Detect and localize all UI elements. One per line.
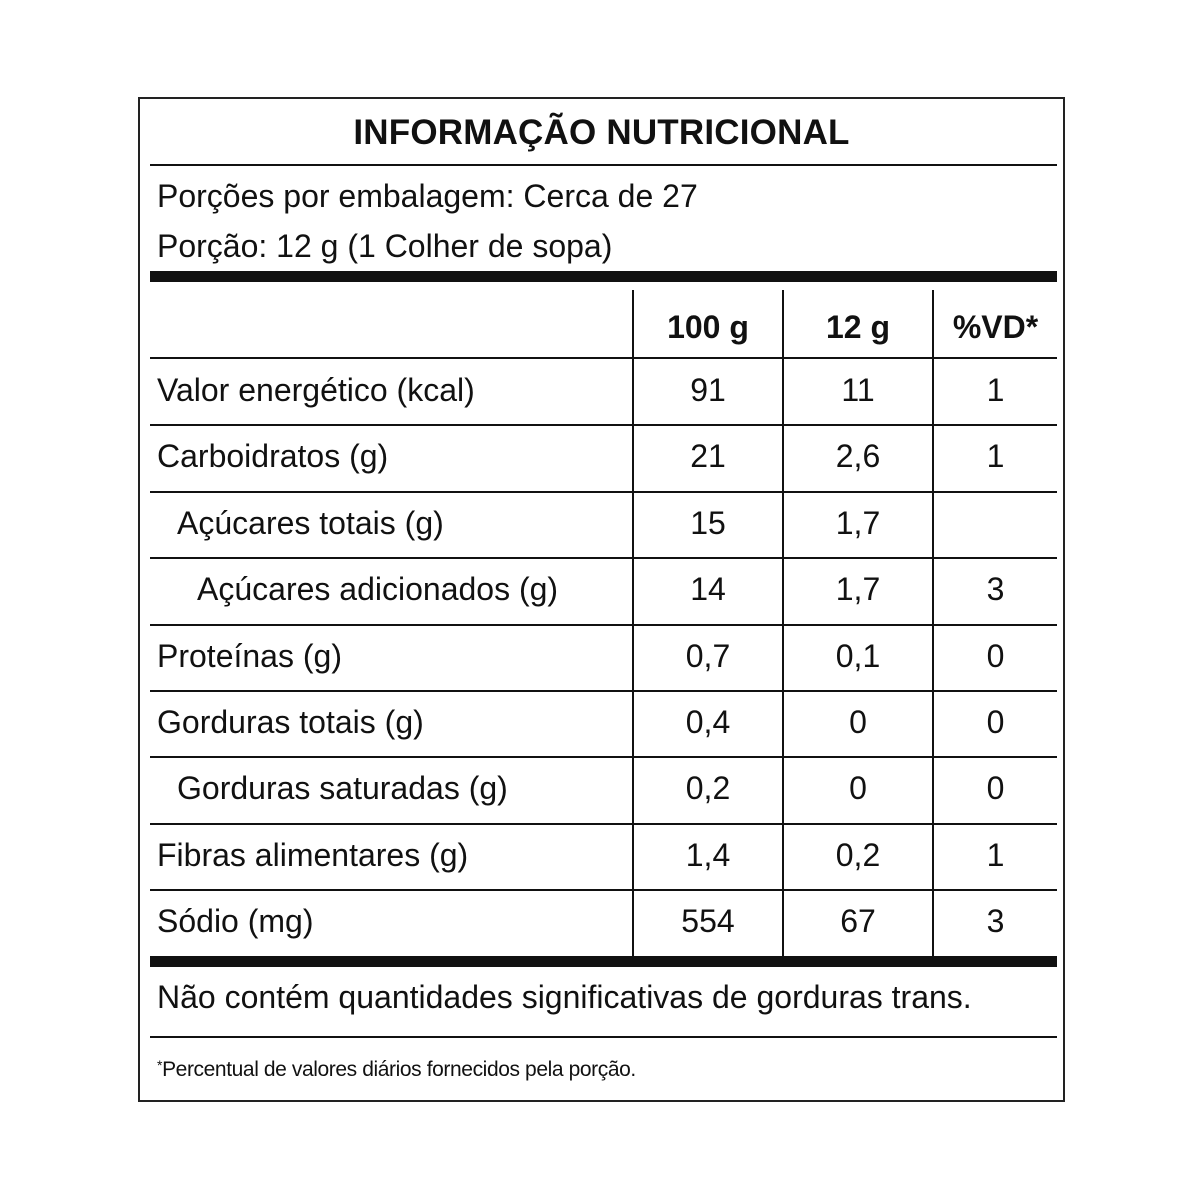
nutrition-facts-label [138,97,1065,1102]
header-per-100g: 100 g [667,309,749,345]
nutrient-name: Carboidratos (g) [157,438,389,474]
row-divider [150,491,1057,493]
nutrient-daily-value: 0 [986,638,1005,674]
nutrient-name: Gorduras totais (g) [157,704,424,740]
nutrient-per-serving: 0 [849,770,867,806]
header-divider [150,357,1057,359]
nutrient-per-100g: 21 [690,438,726,474]
footnote-text: Percentual de valores diários fornecidos pela porção. [162,1058,636,1081]
daily-value-footnote [157,1057,636,1082]
row-divider [150,690,1057,692]
trans-fat-note: Não contém quantidades significativas de gorduras trans. [157,979,972,1015]
nutrient-per-serving: 0,1 [835,638,881,674]
nutrient-per-serving: 67 [840,903,876,939]
nutrient-name: Fibras alimentares (g) [157,837,469,873]
nutrient-daily-value: 0 [986,704,1005,740]
nutrient-per-100g: 1,4 [685,837,731,873]
row-divider [150,624,1057,626]
header-per-serving: 12 g [825,309,891,345]
nutrient-name: Proteínas (g) [157,638,342,674]
title-divider [150,164,1057,166]
nutrient-daily-value: 1 [986,438,1005,474]
nutrient-name: Sódio (mg) [157,903,314,939]
nutrient-daily-value: 3 [986,571,1005,607]
footer-divider [150,1036,1057,1038]
serving-size: Porção: 12 g (1 Colher de sopa) [157,228,613,264]
nutrient-per-100g: 554 [681,903,735,939]
nutrient-per-100g: 0,7 [685,638,731,674]
nutrient-per-serving: 0,2 [835,837,881,873]
nutrient-per-100g: 14 [690,571,726,607]
nutrient-name: Valor energético (kcal) [157,372,475,408]
table-bottom-divider [150,956,1057,967]
nutrient-per-serving: 0 [849,704,867,740]
nutrient-per-100g: 0,4 [685,704,731,740]
nutrient-per-100g: 91 [690,372,726,408]
nutrient-name: Açúcares adicionados (g) [197,571,559,607]
nutrient-name: Gorduras saturadas (g) [177,770,508,806]
nutrient-name: Açúcares totais (g) [177,505,444,541]
row-divider [150,889,1057,891]
servings-per-package: Porções por embalagem: Cerca de 27 [157,178,698,214]
label-title: INFORMAÇÃO NUTRICIONAL [353,113,850,152]
nutrient-daily-value: 1 [986,837,1005,873]
row-divider [150,823,1057,825]
header-daily-value: %VD* [952,309,1039,345]
nutrient-per-serving: 2,6 [835,438,881,474]
nutrient-per-100g: 15 [690,505,726,541]
row-divider [150,557,1057,559]
nutrient-daily-value: 3 [986,903,1005,939]
serving-divider [150,271,1057,282]
nutrient-per-serving: 11 [841,372,875,408]
nutrient-daily-value: 1 [986,372,1005,408]
nutrient-daily-value: 0 [986,770,1005,806]
nutrient-per-100g: 0,2 [685,770,731,806]
row-divider [150,424,1057,426]
row-divider [150,756,1057,758]
footnote-mark: * [157,1057,163,1073]
nutrient-per-serving: 1,7 [835,505,881,541]
nutrient-per-serving: 1,7 [835,571,881,607]
